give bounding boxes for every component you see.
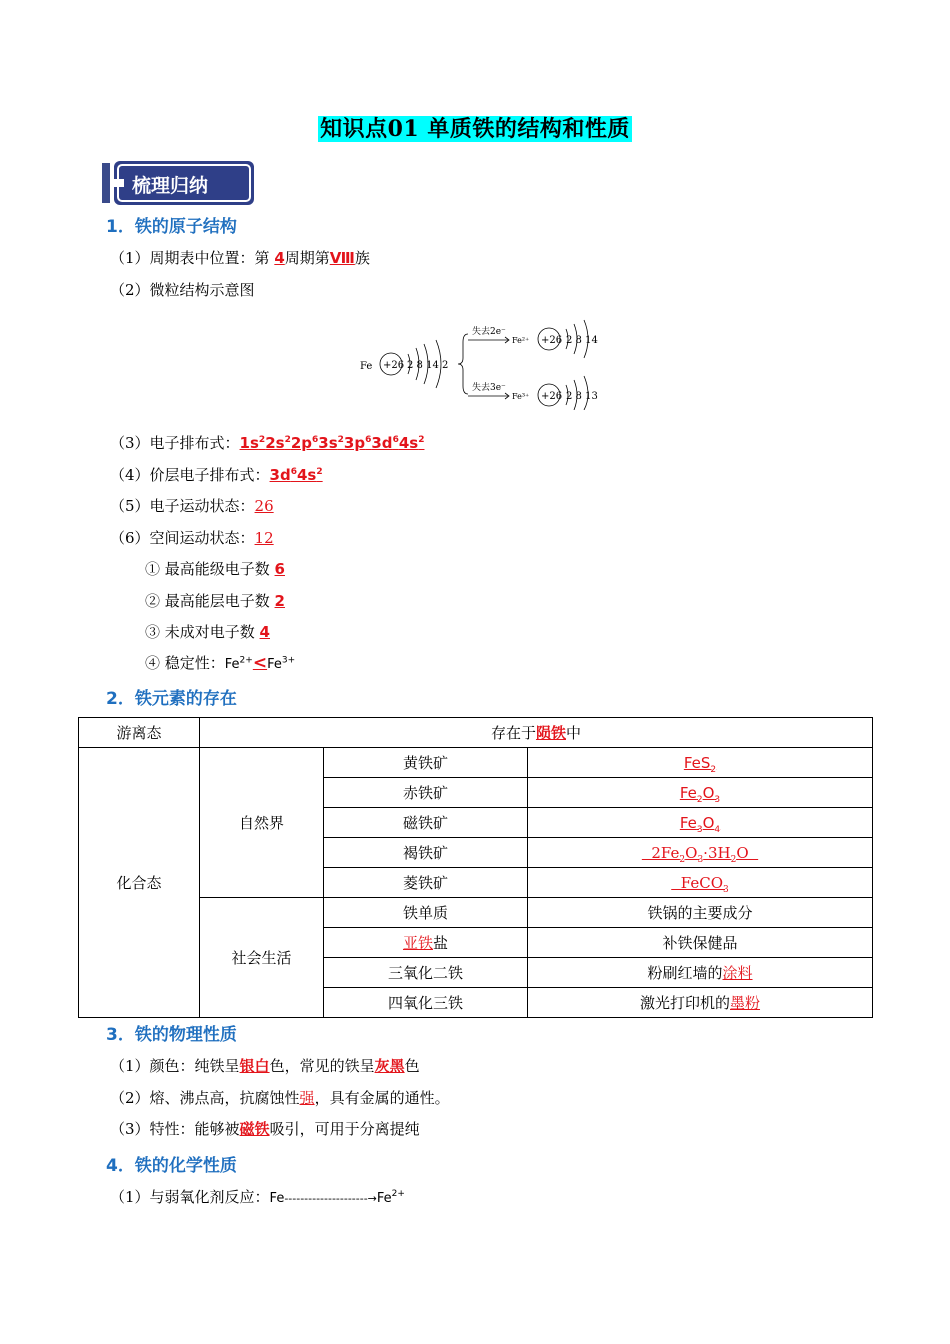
highest-sublevel-line: ① 最高能级电子数 6 [145,560,285,578]
table-row: 菱铁矿 FeCO$_3$ [79,868,873,898]
heading-atomic-structure: 1．铁的原子结构 [106,217,237,237]
motion-states-line: （5）电子运动状态：26 [110,497,274,515]
badge-label: 梳理归纳 [132,175,209,197]
section-badge [102,161,254,205]
melting-point-line: （2）熔、沸点高，抗腐蚀性强，具有金属的通性。 [110,1089,450,1107]
spatial-states-line: （6）空间运动状态：12 [110,529,274,547]
top-arrow-label: 失去2e⁻ [472,327,506,337]
heading-physical-properties: 3．铁的物理性质 [106,1025,237,1045]
fe-label: Fe [360,361,373,372]
table-row: 亚铁盐 补铁保健品 [79,928,873,958]
table-row: 赤铁矿 $Fe_2O_3$ [79,778,873,808]
highest-level-line: ② 最高能层电子数 2 [145,592,285,610]
bottom-shell-numbers: 2 8 13 [566,391,598,402]
magnetic-line: （3）特性：能够被磁铁吸引，可用于分离提纯 [110,1120,420,1138]
page-title: 知识点01 单质铁的结构和性质 [320,116,630,142]
occurrence-table [78,717,873,1018]
table-row: 四氧化三铁 激光打印机的墨粉 [79,988,873,1018]
top-nucleus-label: +26 [541,335,563,346]
electron-config-line: （3）电子排布式：$1s^22s^22p^63s^23p^63d^64s^2$ [110,434,425,452]
heading-occurrence: 2．铁元素的存在 [106,689,237,709]
periodic-position-line: （1）周期表中位置：第 4周期第Ⅷ族 [110,249,370,267]
table-row: 游离态 存在于陨铁中 [79,718,873,748]
table-row: 化合态 自然界 黄铁矿 FeS$_2$ [79,748,873,778]
top-ion-label: Fe²⁺ [512,336,530,345]
table-row: 社会生活 铁单质 铁锅的主要成分 [79,898,873,928]
fe-shell-numbers: 2 8 14 2 [407,360,449,371]
valence-config-line: （4）价层电子排布式：$3d^64s^2$ [110,466,323,484]
unpaired-line: ③ 未成对电子数 4 [145,623,270,641]
diagram-caption: （2）微粒结构示意图 [110,281,255,299]
stability-line: ④ 稳定性：$Fe^{2+}<Fe^{3+}$ [145,653,296,673]
top-shell-numbers: 2 8 14 [566,335,598,346]
heading-chemical-properties: 4．铁的化学性质 [106,1156,237,1176]
table-row: 三氧化二铁 粉刷红墙的涂料 [79,958,873,988]
brace-icon [458,334,468,394]
electron-structure-diagram [356,318,616,410]
color-line: （1）颜色：纯铁呈银白色，常见的铁呈灰黑色 [110,1057,420,1075]
table-row: 磁铁矿 $Fe_3O_4$ [79,808,873,838]
table-row: 褐铁矿 $2Fe_2O_3\cdot 3H_2O$ [79,838,873,868]
weak-oxidant-line: （1）与弱氧化剂反应：$Fe---------------------\to Fe^{2+}$ [110,1188,405,1206]
bottom-arrow-label: 失去3e⁻ [472,383,506,393]
fe-nucleus-label: +26 [383,360,405,371]
bottom-nucleus-label: +26 [541,391,563,402]
bottom-ion-label: Fe³⁺ [512,392,530,401]
